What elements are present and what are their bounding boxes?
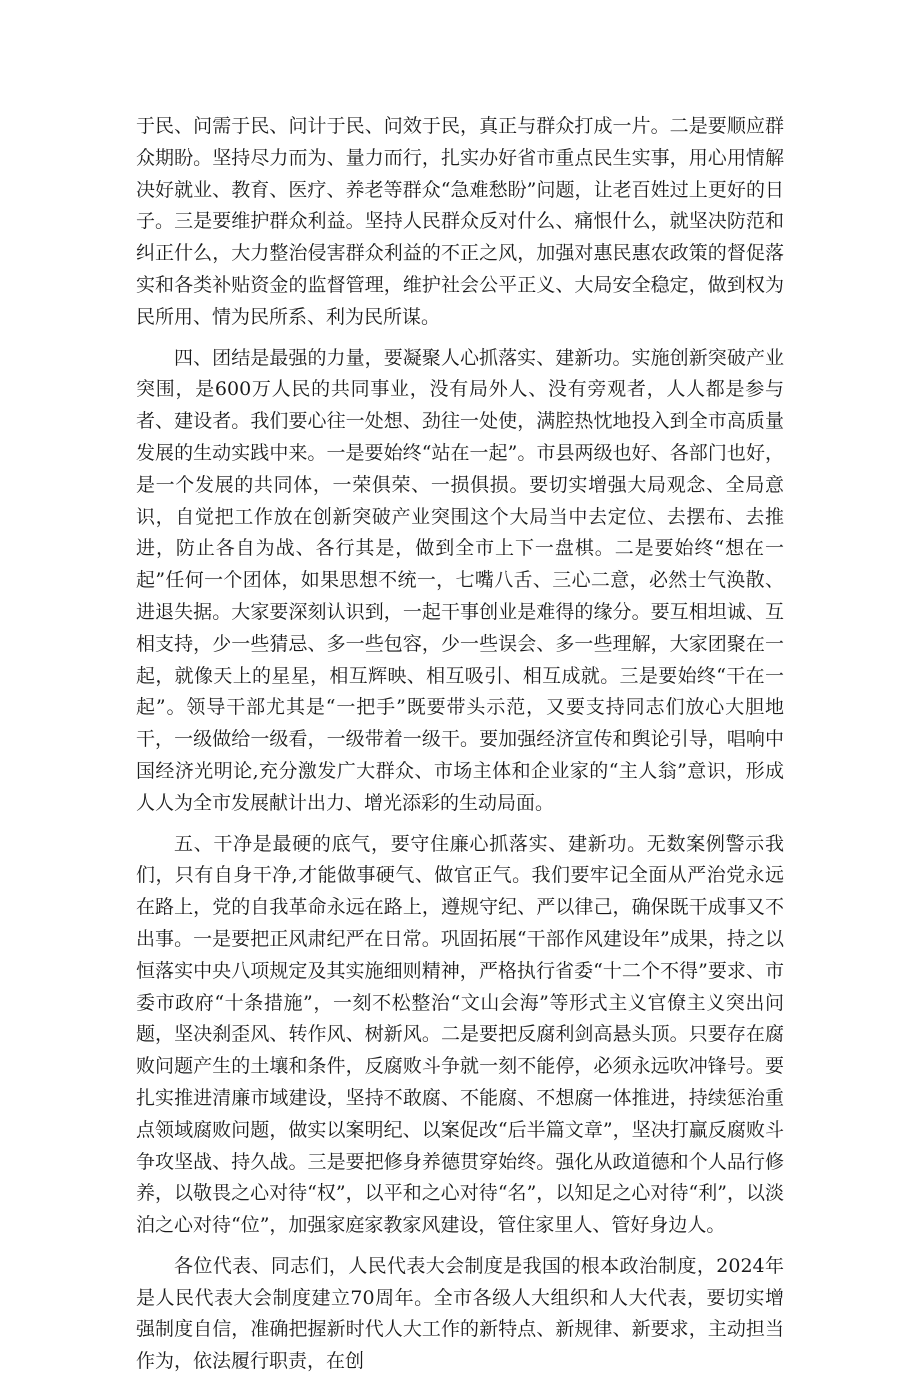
paragraph-3: 五、干净是最硬的底气，要守住廉心抓落实、建新功。无数案例警示我们，只有自身干净,才能做事硬气、做官正气。我们要牢记全面从严治党永远在路上，党的自我革命永远在路上，遵规守纪、严以律己，确保既干成事又不出事。一是要把正风肃纪严在日常。巩固拓展“干部作风建设年”成果，持之以恒落实中央八项规定及其实施细则精神，严格执行省委“十二个不得”要求、市委市政府“十条措施”，一刻不松整治“文山会海”等形式主义官僚主义突出问题，坚决刹歪风、转作风、树新风。二是要把反腐利剑高悬头顶。只要存在腐败问题产生的土壤和条件，反腐败斗争就一刻不能停，必须永远吹冲锋号。要扎实推进清廉市域建设，坚持不敢腐、不能腐、不想腐一体推进，持续惩治重点领域腐败问题，做实以案明纪、以案促改“后半篇文章”，坚决打赢反腐败斗争攻坚战、持久战。三是要把修身养德贯穿始终。强化从政道德和个人品行修养，以敬畏之心对待“权”，以平和之心对待“名”，以知足之心对待“利”，以淡泊之心对待“位”，加强家庭家教家风建设，管住家里人、管好身边人。	[136, 832, 784, 1237]
paragraph-1: 于民、问需于民、问计于民、问效于民，真正与群众打成一片。二是要顺应群众期盼。坚持尽力而为、量力而行，扎实办好省市重点民生实事，用心用情解决好就业、教育、医疗、养老等群众“急难愁盼”问题，让老百姓过上更好的日子。三是要维护群众利益。坚持人民群众反对什么、痛恨什么，就坚决防范和纠正什么，大力整治侵害群众利益的不正之风，加强对惠民惠农政策的督促落实和各类补贴资金的监督管理，维护社会公平正义、大局安全稳定，做到权为民所用、情为民所系、利为民所谋。	[136, 115, 784, 328]
paragraph-4: 各位代表、同志们，人民代表大会制度是我国的根本政治制度，2024年是人民代表大会制度建立70周年。全市各级人大组织和人大代表，要切实增强制度自信，准确把握新时代人大工作的新特点、新规律、新要求，主动担当作为，依法履行职责，在创	[136, 1254, 784, 1373]
paragraph-2: 四、团结是最强的力量，要凝聚人心抓落实、建新功。实施创新突破产业突围，是600万人民的共同事业，没有局外人、没有旁观者，人人都是参与者、建设者。我们要心往一处想、劲往一处使，满腔热忱地投入到全市高质量发展的生动实践中来。一是要始终“站在一起”。市县两级也好、各部门也好，是一个发展的共同体，一荣俱荣、一损俱损。要切实增强大局观念、全局意识，自觉把工作放在创新突破产业突围这个大局当中去定位、去摆布、去推进，防止各自为战、各行其是，做到全市上下一盘棋。二是要始终“想在一起”任何一个团体，如果思想不统一，七嘴八舌、三心二意，必然士气涣散、进退失据。大家要深刻认识到，一起干事创业是难得的缘分。要互相坦诚、互相支持，少一些猜忌、多一些包容，少一些误会、多一些理解，大家团聚在一起，就像天上的星星，相互辉映、相互吸引、相互成就。三是要始终“干在一起”。领导干部尤其是“一把手”既要带头示范，又要支持同志们放心大胆地干，一级做给一级看，一级带着一级干。要加强经济宣传和舆论引导，唱响中国经济光明论,充分激发广大群众、市场主体和企业家的“主人翁”意识，形成人人为全市发展献计出力、增光添彩的生动局面。	[136, 346, 784, 814]
document-body	[136, 111, 784, 1387]
